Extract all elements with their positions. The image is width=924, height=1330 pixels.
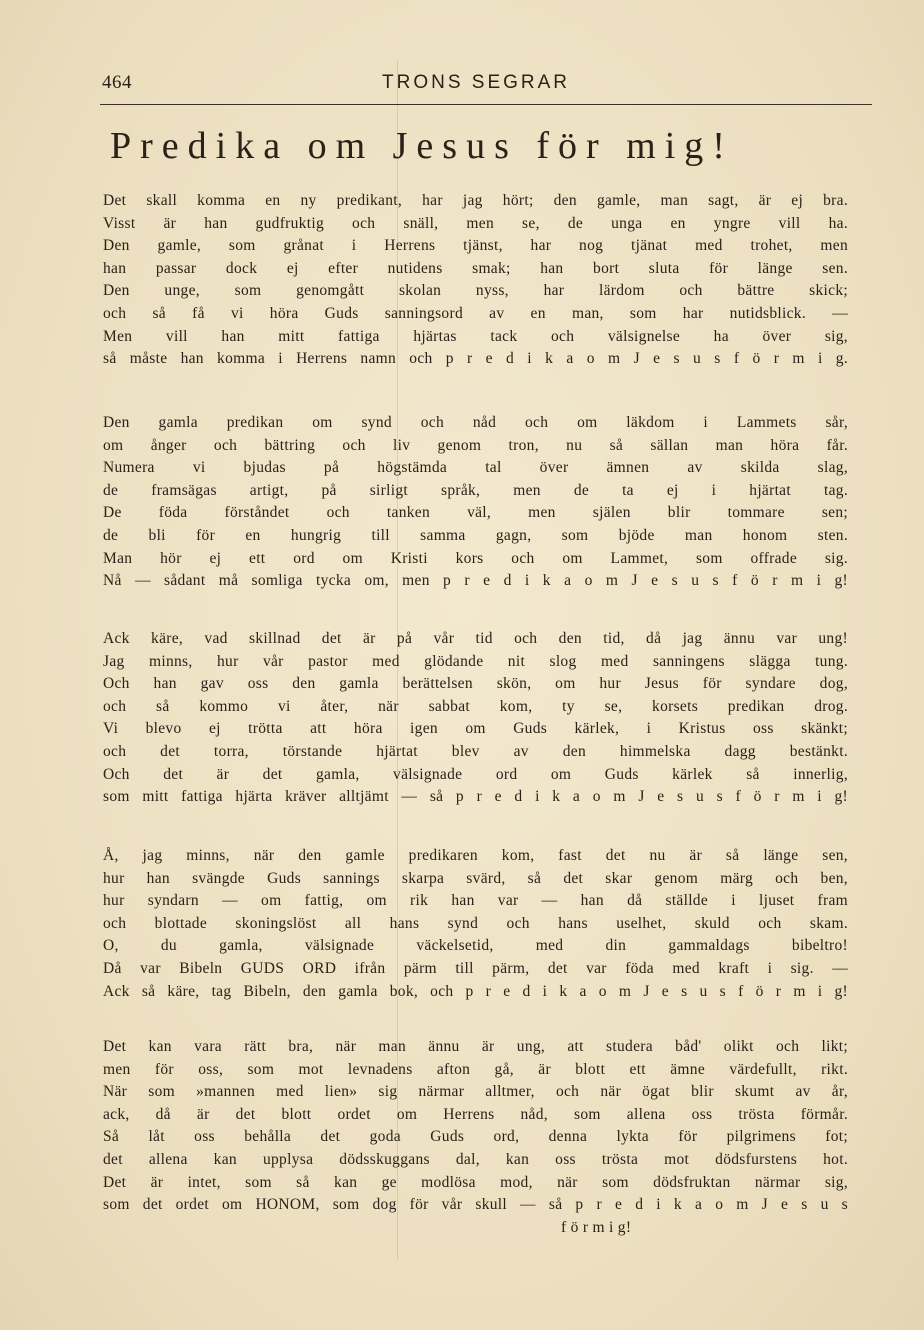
poem-line: De föda förståndet och tanken väl, men själen blir tommare sen;: [103, 504, 848, 522]
poem-line: om ånger och bättring och liv genom tron, nu så sällan man höra får.: [103, 436, 848, 454]
stanza-4: [103, 845, 863, 1003]
poem-line: hur syndarn — om fattig, om rik han var — han då ställde i ljuset fram: [103, 892, 848, 910]
poem-line: Och det är det gamla, välsignade ord om Guds kärlek så innerlig,: [103, 765, 848, 783]
poem-line: ack, då är det blott ordet om Herrens nåd, som allena oss trösta förmår.: [103, 1105, 848, 1123]
poem-line: Visst är han gudfruktig och snäll, men se, de unga en yngre vill ha.: [103, 214, 848, 232]
poem-line: och det torra, törstande hjärtat blev av den himmelska dagg bestänkt.: [103, 742, 848, 760]
poem-line: Då var Bibeln GUDS ORD ifrån pärm till pärm, det var föda med kraft i sig. —: [103, 959, 848, 977]
poem-line: Så låt oss behålla det goda Guds ord, denna lykta för pilgrimens fot;: [103, 1128, 848, 1146]
poem-line: och blottade skoningslöst all hans synd och hans uselhet, skuld och skam.: [103, 914, 848, 932]
header-rule: [100, 104, 872, 105]
poem-line: de framsägas artigt, på sirligt språk, men de ta ej i hjärtat tag.: [103, 481, 848, 499]
poem-line: Ack så käre, tag Bibeln, den gamla bok, och p r e d i k a o m J e s u s f ö r m i g!: [103, 982, 848, 1000]
page-number: 464: [102, 72, 132, 93]
stanza-5: [103, 1036, 863, 1239]
stanza-2: [103, 412, 863, 593]
stanza-3: [103, 628, 863, 809]
poem-line: så måste han komma i Herrens namn och p r e d i k a o m J e s u s f ö r m i g.: [103, 350, 848, 368]
stanza-1: [103, 190, 863, 371]
poem-line: Och han gav oss den gamla berättelsen skön, om hur Jesus för syndare dog,: [103, 675, 848, 693]
poem-line: Ack käre, vad skillnad det är på vår tid och den tid, då jag ännu var ung!: [103, 630, 848, 647]
poem-line: som mitt fattiga hjärta kräver alltjämt — så p r e d i k a o m J e s u s f ö r m i g!: [103, 788, 848, 806]
poem-line: Det skall komma en ny predikant, har jag hört; den gamle, man sagt, är ej bra.: [103, 192, 848, 209]
poem-line: Den gamla predikan om synd och nåd och om läkdom i Lammets sår,: [103, 414, 848, 431]
poem-line: och så kommo vi åter, när sabbat kom, ty se, korsets predikan drog.: [103, 697, 848, 715]
poem-line: f ö r m i g!: [561, 1218, 632, 1236]
running-head: [100, 72, 872, 100]
poem-line: Den unge, som genomgått skolan nyss, har lärdom och bättre skick;: [103, 282, 848, 300]
poem-line: det allena kan upplysa dödsskuggans dal, kan oss trösta mot dödsfurstens hot.: [103, 1150, 848, 1168]
poem-line: Det kan vara rätt bra, när man ännu är ung, att studera båd' olikt och likt;: [103, 1038, 848, 1055]
poem-line: Å, jag minns, när den gamle predikaren kom, fast det nu är så länge sen,: [103, 847, 848, 864]
poem-line: Vi blevo ej trötta att höra igen om Guds kärlek, i Kristus oss skänkt;: [103, 720, 848, 738]
poem-line: Man hör ej ett ord om Kristi kors och om Lammet, som offrade sig.: [103, 549, 848, 567]
poem-line: Den gamle, som grånat i Herrens tjänst, har nog tjänat med trohet, men: [103, 237, 848, 255]
poem-line: hur han svängde Guds sannings skarpa svärd, så det skar genom märg och ben,: [103, 869, 848, 887]
poem-line: och så få vi höra Guds sanningsord av en man, som har nutidsblick. —: [103, 304, 848, 322]
poem-line: Det är intet, som så kan ge modlösa mod, när som dödsfruktan närmar sig,: [103, 1173, 848, 1191]
poem-line: de bli för en hungrig till samma gagn, som bjöde man honom sten.: [103, 526, 848, 544]
poem-title: Predika om Jesus för mig!: [110, 125, 734, 167]
poem-line: Men vill han mitt fattiga hjärtas tack och välsignelse ha över sig,: [103, 327, 848, 345]
poem-line: Jag minns, hur vår pastor med glödande nit slog med sanningens slägga tung.: [103, 652, 848, 670]
poem-line: Numera vi bjudas på högstämda tal över ämnen av skilda slag,: [103, 459, 848, 477]
poem-line: O, du gamla, välsignade väckelsetid, med din gammaldags bibeltro!: [103, 937, 848, 955]
poem-line: han passar dock ej efter nutidens smak; han bort sluta för länge sen.: [103, 259, 848, 277]
poem-line: När som »mannen med lien» sig närmar alltmer, och när ögat blir skumt av år,: [103, 1083, 848, 1101]
poem-line: Nå — sådant må somliga tycka om, men p r e d i k a o m J e s u s f ö r m i g!: [103, 572, 848, 590]
poem-line: men för oss, som mot levnadens afton gå, är blott ett ämne värdefullt, rikt.: [103, 1060, 848, 1078]
poem-line: som det ordet om HONOM, som dog för vår skull — så p r e d i k a o m J e s u s: [103, 1196, 848, 1214]
running-title: TRONS SEGRAR: [382, 72, 571, 93]
